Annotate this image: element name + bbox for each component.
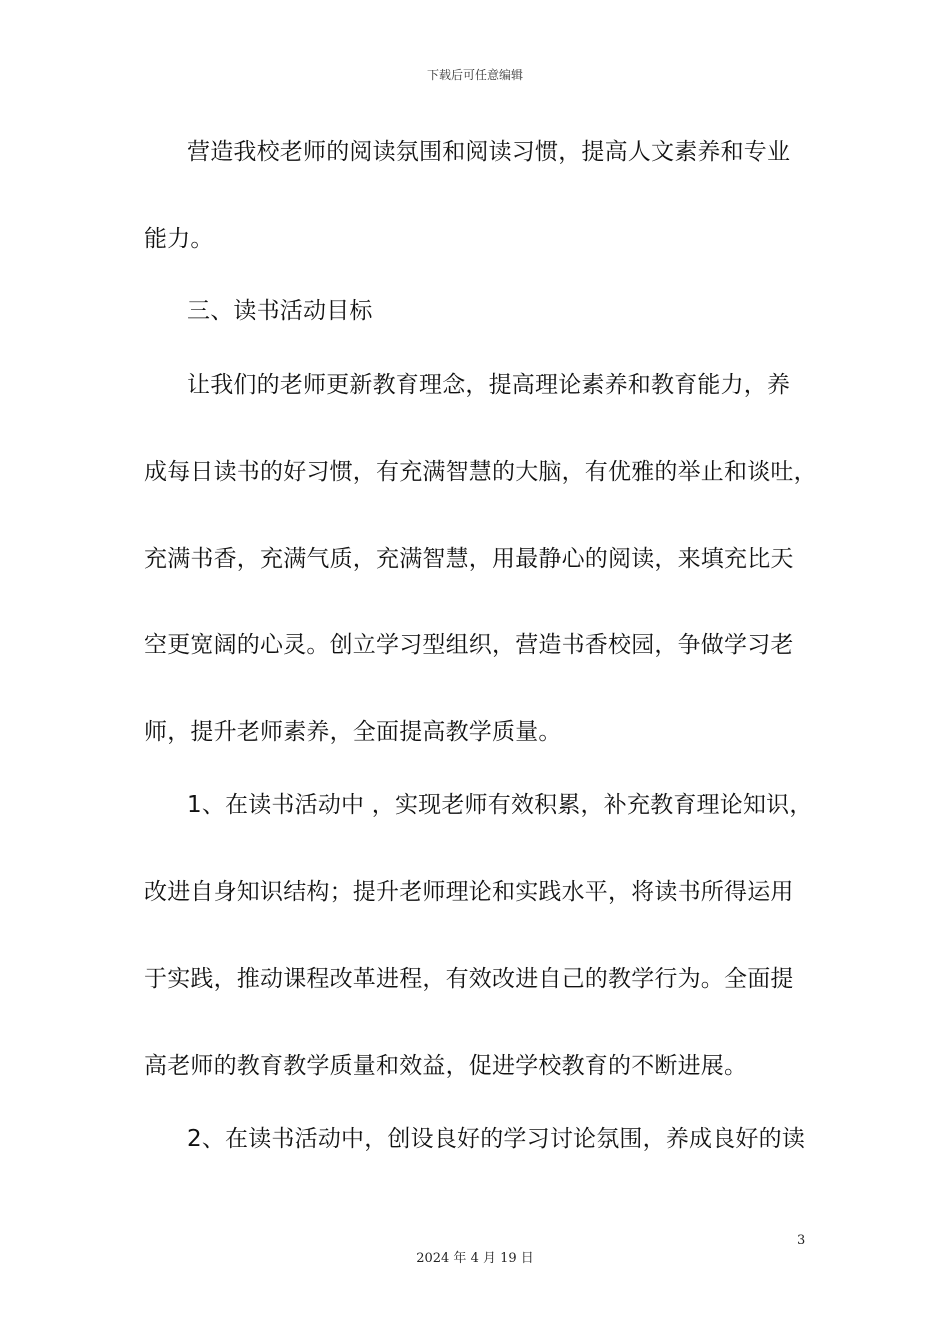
text-line-8: 师，提升老师素养，全面提高教学质量。 [144, 719, 562, 745]
text-line-11: 于实践，推动课程改革进程，有效改进自己的教学行为。全面提 [144, 966, 794, 992]
text-line-10: 改进自身知识结构；提升老师理论和实践水平，将读书所得运用 [144, 879, 794, 905]
page-header: 下载后可任意编辑 [426, 68, 523, 82]
text-line-12: 高老师的教育教学质量和效益，促进学校教育的不断进展。 [144, 1053, 748, 1079]
text-line-13: 2、在读书活动中，创设良好的学习讨论氛围，养成良好的读 [187, 1126, 806, 1152]
text-line-1: 营造我校老师的阅读氛围和阅读习惯，提高人文素养和专业 [187, 139, 791, 165]
text-line-9: 1、在读书活动中 ，实现老师有效积累，补充教育理论知识， [187, 792, 813, 818]
section-heading: 三、读书活动目标 [187, 298, 373, 324]
page-number: 3 [797, 1233, 806, 1248]
footer-date: 2024 年 4 月 19 日 [416, 1251, 534, 1266]
text-line-7: 空更宽阔的心灵。创立学习型组织，营造书香校园，争做学习老 [144, 632, 794, 658]
text-line-5: 成每日读书的好习惯，有充满智慧的大脑，有优雅的举止和谈吐， [144, 459, 817, 485]
text-line-6: 充满书香，充满气质，充满智慧，用最静心的阅读，来填充比天 [144, 546, 794, 572]
text-line-4: 让我们的老师更新教育理念，提高理论素养和教育能力，养 [187, 372, 791, 398]
text-line-2: 能力。 [144, 226, 214, 252]
